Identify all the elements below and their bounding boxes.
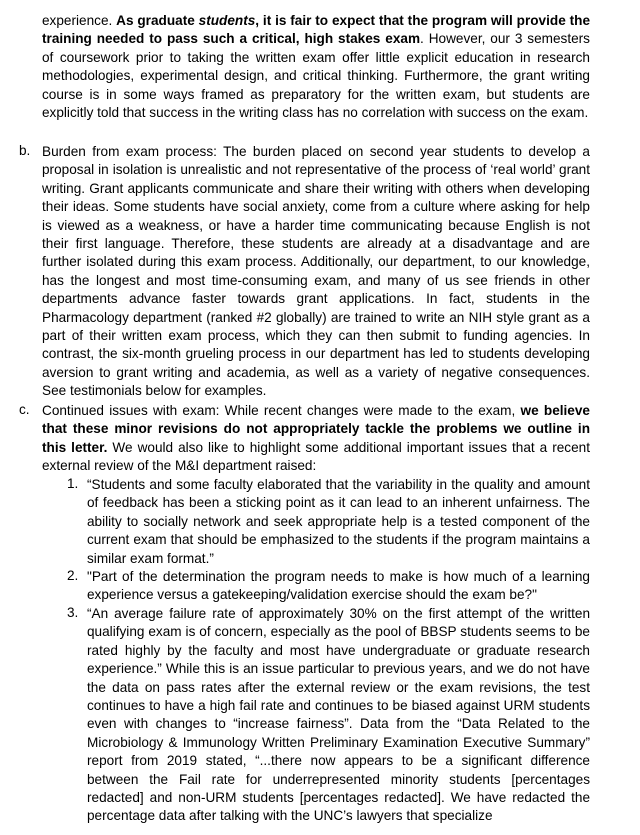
quote-2-text: "Part of the determination the program needs to make is how much of a learning experience versus a gatekeeping/validation exercise should the exam be?" [87, 569, 590, 603]
intro-text-1: experience. [42, 13, 117, 28]
item-c-text-2: We would also like to highlight some additional important issues that a recent external review of the M&I department raised: [42, 439, 590, 474]
quote-2-label: 2. [67, 568, 79, 583]
item-c-label: c. [19, 402, 30, 417]
intro-bold-1: As graduate [116, 13, 199, 28]
item-c-bold: we believe that these minor revisions do not appropriately tackle the problems we outline in this letter. [42, 403, 590, 455]
quote-3-text: “An average failure rate of approximately 30% on the first attempt of the written qualifying exam is of concern, especially as the pool of BBSP students seems to be rated highly by the faculty and most have undergraduate or graduate research experience.” While this is an issue particular to previous years, and we do not have the data on pass rates after the external review or the exam revisions, the test continues to have a high fail rate and continues to be biased against URM students even with changes to “increase fairness”. Data from the “Data Related to the Microbiology & Immunology Written Preliminary Examination Executive Summary” report from 2019 stated, “...there now appears to be a significant difference between the Fail rate for underrepresented minority students [percentages redacted] and non-URM students [percentages redacted]. We have redacted the percentage data after talking with the UNC’s lawyers that specialize [87, 606, 590, 824]
intro-bold-2: , it is fair to expect that the program will provide the training needed to pass such a critical, high stakes exam [42, 13, 591, 47]
intro-text-2: . However, our 3 semesters of coursework prior to taking the written exam offer little explicit education in research methodologies, experimental design, and critical thinking. Furthermore, the grant writing course is in some ways framed as preparatory for the written exam, but students are explicitly told that success in the writing class has no correlation with success on the exam. [42, 31, 590, 121]
intro-paragraph [42, 12, 590, 122]
item-b-label: b. [19, 143, 31, 158]
item-b-paragraph: Burden from exam process: The burden placed on second year students to develop a proposal in isolation is unrealistic and not representative of the process of ‘real world’ grant writing. Grant applicants communicate and share their writing with others when developing their ideas. Some students have social anxiety, come from a culture where asking for help is viewed as a weakness, or have a harder time communicating because English is not their first language. Therefore, these students are already at a disadvantage and are further isolated during this exam process. Additionally, our department, to our knowledge, has the longest and most time-consuming exam, and many of us see friends in other departments advance faster towards grant applications. In fact, students in the Pharmacology department (ranked #2 globally) are trained to write an NIH style grant as a part of their written exam process, which they can then submit to funding agencies. In contrast, the six-month grueling process in our department has led to students developing aversion to grant writing and academia, as well as a variety of negative consequences. See testimonials below for examples. [42, 144, 590, 399]
item-c-paragraph [42, 402, 590, 476]
intro-bold-italic: students [198, 13, 256, 28]
quote-1-text: “Students and some faculty elaborated that the variability in the quality and amount of feedback has been a sticking point as it can lead to an inherent unfairness. The ability to socially network and seek appropriate help is a tested component of the current exam that should be emphasized to the students if the program maintains a similar exam format.” [87, 477, 590, 566]
item-c-text-1: Continued issues with exam: While recent changes were made to the exam, [42, 403, 521, 418]
quote-3-label: 3. [67, 605, 79, 620]
quote-1-label: 1. [67, 476, 79, 491]
